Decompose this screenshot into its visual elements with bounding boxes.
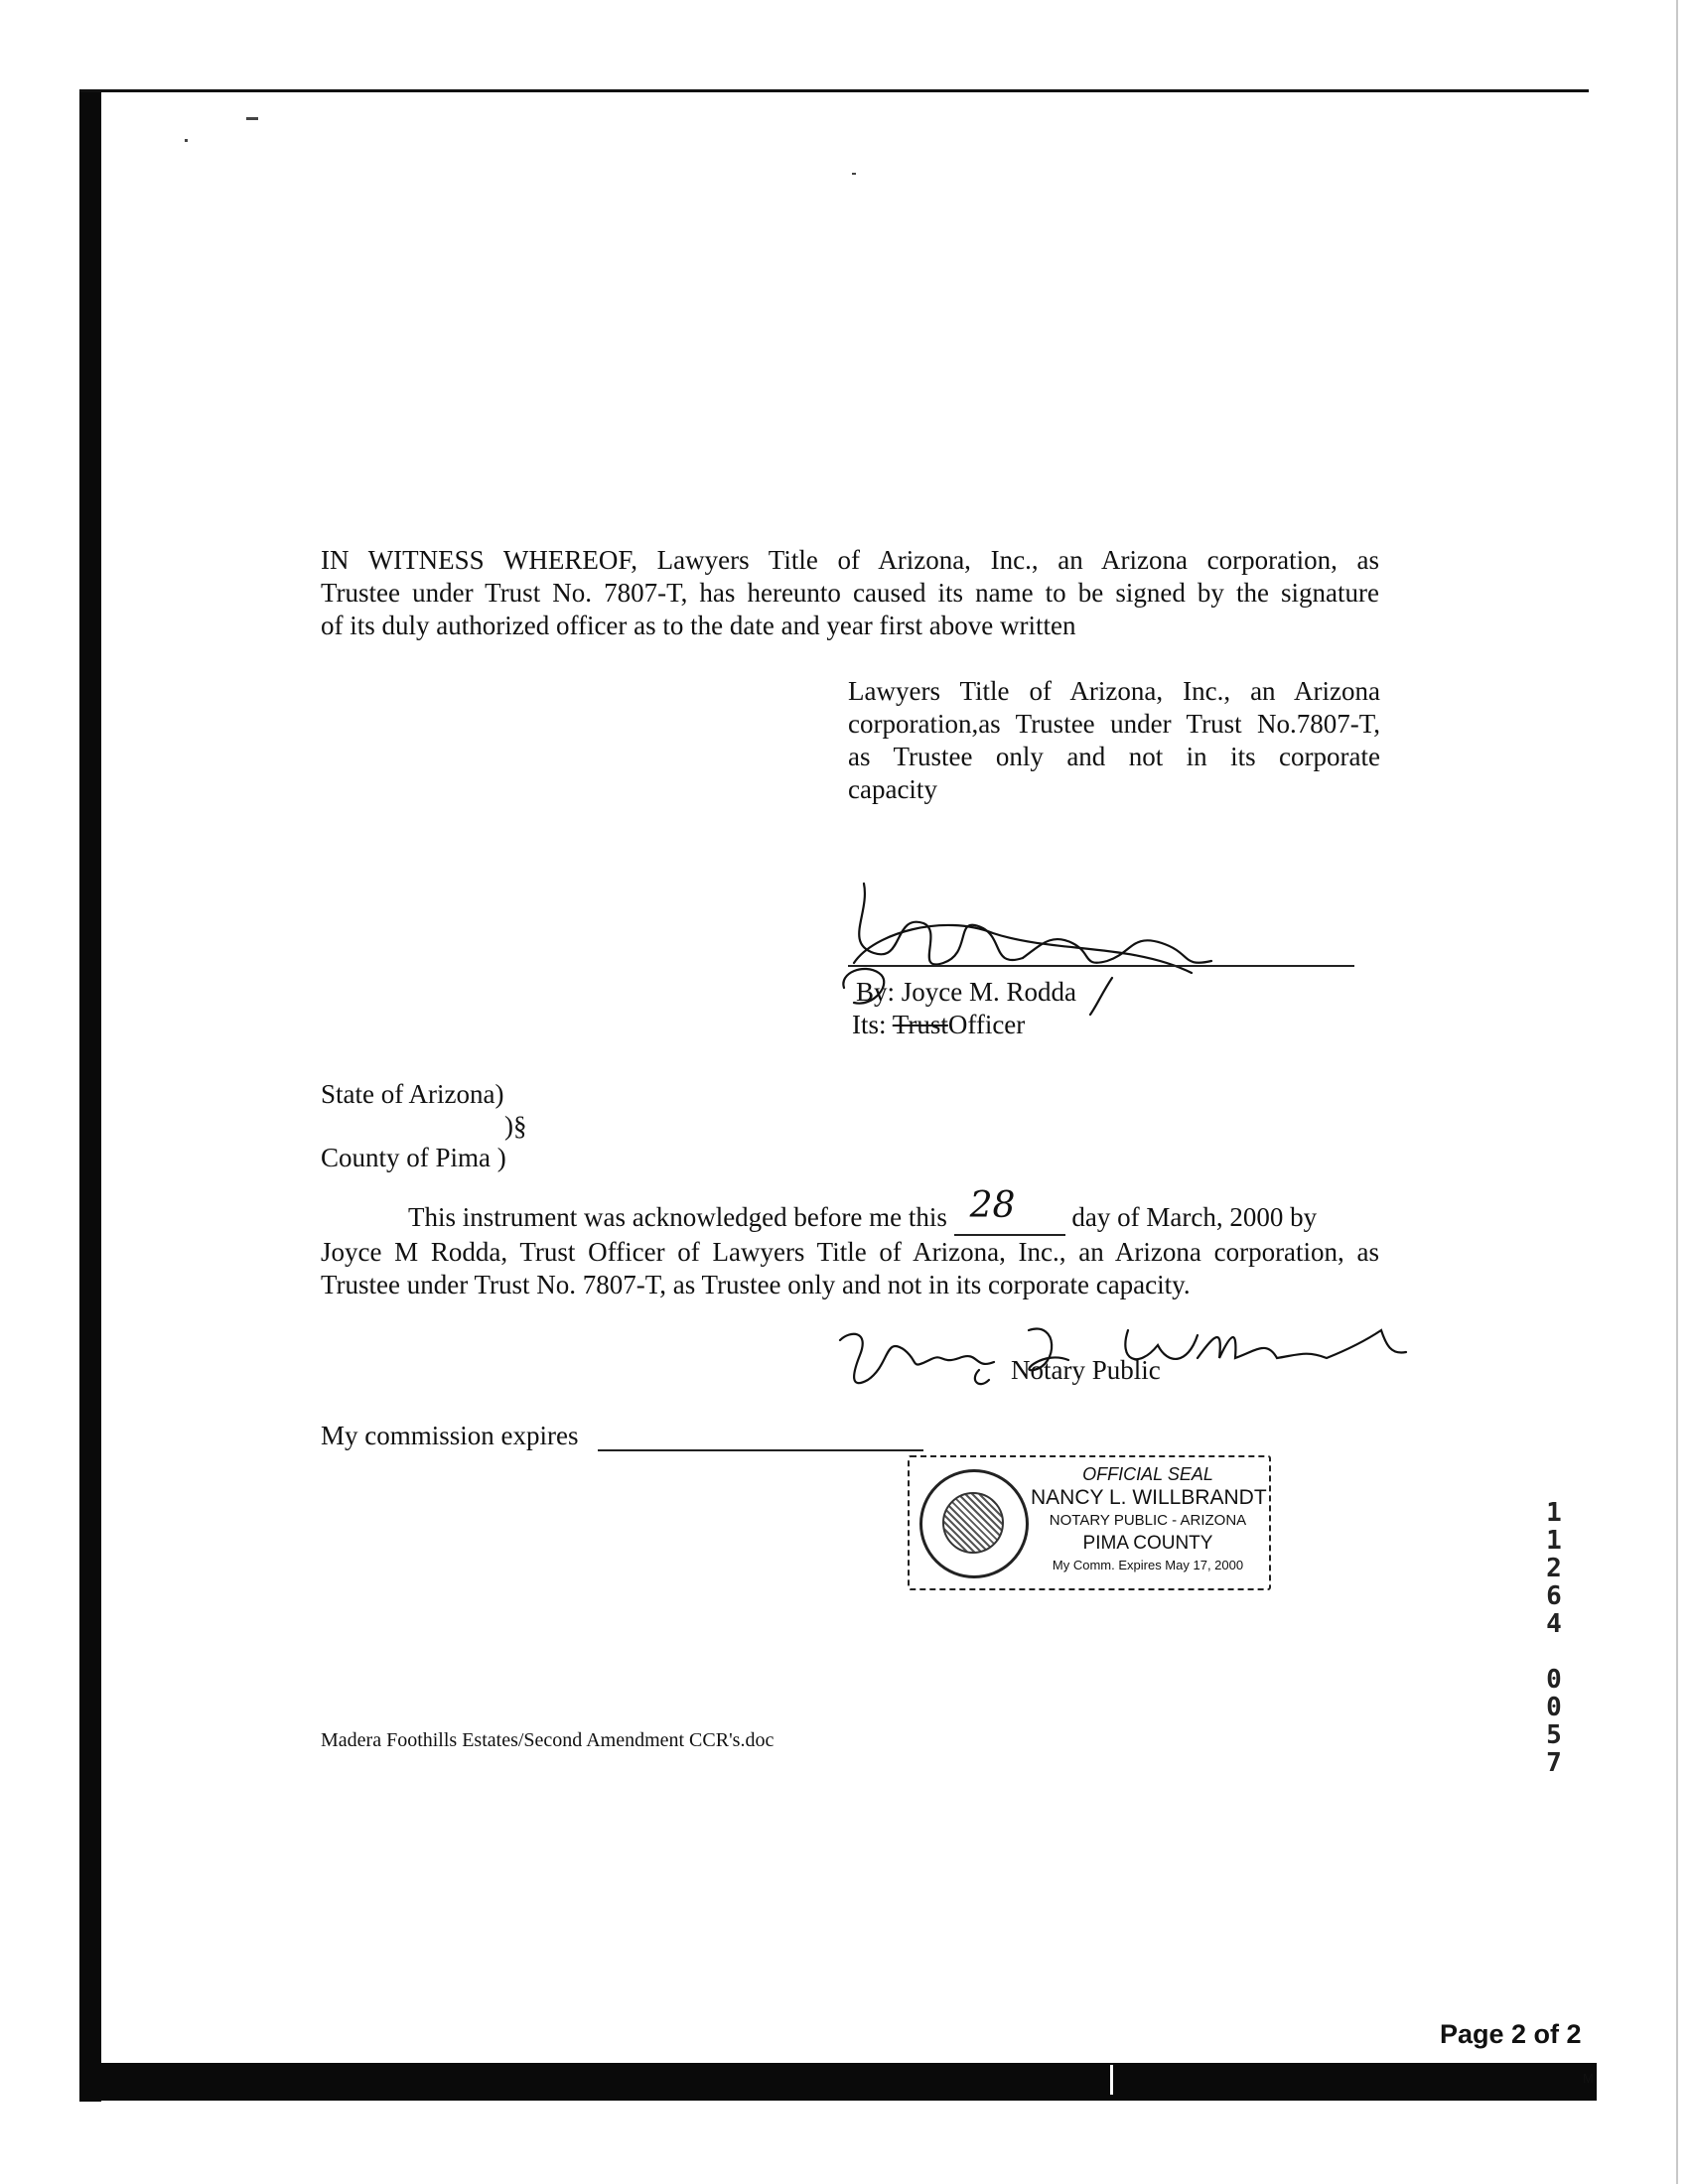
trustee-line: Lawyers Title of Arizona, Inc., an Arizona [848, 676, 1380, 706]
page-indicator: Page 2 of 2 [1440, 2019, 1582, 2049]
seal-line: NANCY L. WILLBRANDT [1031, 1486, 1267, 1509]
seal-line: NOTARY PUBLIC - ARIZONA [1049, 1512, 1247, 1529]
commission-line [598, 1449, 923, 1451]
seal-text-block [1031, 1463, 1265, 1575]
day-handwritten: 28 [969, 1185, 1016, 1226]
scan-speck [246, 117, 258, 120]
ack-line: Joyce M Rodda, Trust Officer of Lawyers Title of Arizona, Inc., an Arizona corporation, as [321, 1237, 1379, 1267]
footer-filename: Madera Foothills Estates/Second Amendment CCR's.doc [321, 1729, 775, 1751]
notary-seal-stamp [908, 1455, 1271, 1590]
state-seal-icon [919, 1469, 1029, 1578]
title-suffix: Officer [947, 1010, 1026, 1039]
commission-label: My commission expires [321, 1421, 579, 1450]
venue-section-mark: )§ [504, 1111, 527, 1141]
title-struck-word: Trust [892, 1010, 948, 1039]
corner-mark: M [1583, 2071, 1594, 2086]
recording-digit: 6 [1546, 1581, 1562, 1611]
recording-digit: 2 [1546, 1554, 1562, 1583]
trustee-block [848, 675, 1380, 806]
trustee-line: corporation,as Trustee under Trust No.7807-T, [848, 709, 1380, 739]
trustee-line: as Trustee only and not in its corporate [848, 742, 1380, 771]
witness-line: IN WITNESS WHEREOF, Lawyers Title of Arizona, Inc., an Arizona corporation, as [321, 545, 1379, 575]
scan-right-edge [1676, 0, 1678, 2184]
recording-digit: 0 [1546, 1665, 1562, 1695]
seal-line: PIMA COUNTY [1082, 1533, 1213, 1554]
scan-speck [185, 139, 188, 142]
seal-line: OFFICIAL SEAL [1082, 1464, 1213, 1484]
scan-left-border [79, 89, 101, 2102]
seal-line: My Comm. Expires May 17, 2000 [1052, 1558, 1244, 1572]
recording-digit: 0 [1546, 1693, 1562, 1722]
witness-line: Trustee under Trust No. 7807-T, has hereunto caused its name to be signed by the signature [321, 578, 1379, 608]
recording-digit: 4 [1546, 1609, 1562, 1639]
ack-line [321, 1185, 1379, 1236]
officer-signature-line [848, 965, 1354, 967]
scan-top-rule [79, 89, 1589, 92]
recording-digit: 1 [1546, 1498, 1562, 1528]
venue-state: State of Arizona) [321, 1079, 504, 1109]
scan-bottom-gap [1110, 2065, 1113, 2095]
witness-line: of its duly authorized officer as to the date and year first above written [321, 611, 1076, 640]
recording-number [1537, 1499, 1571, 1777]
signer-title [852, 1009, 1025, 1041]
state-seal-emblem [942, 1492, 1004, 1554]
witness-paragraph [321, 544, 1379, 642]
acknowledgment-paragraph [321, 1185, 1379, 1301]
ack-line1-after: day of March, 2000 by [1071, 1202, 1318, 1232]
recording-digit: 7 [1546, 1748, 1562, 1778]
trustee-line: capacity [848, 774, 937, 804]
signed-by-line: By: Joyce M. Rodda [856, 977, 1076, 1007]
ack-line1-before: This instrument was acknowledged before me this [408, 1202, 947, 1232]
scan-bottom-border [79, 2063, 1597, 2101]
recording-digit [1537, 1638, 1571, 1666]
venue-county: County of Pima ) [321, 1143, 506, 1172]
recording-digit: 5 [1546, 1720, 1562, 1750]
recording-digit: 1 [1546, 1526, 1562, 1556]
title-prefix: Its: [852, 1010, 887, 1039]
ack-line: Trustee under Trust No. 7807-T, as Trustee only and not in its corporate capacity. [321, 1270, 1191, 1299]
scan-speck [852, 173, 856, 175]
day-blank [954, 1185, 1065, 1236]
notary-title: Notary Public [1011, 1355, 1161, 1385]
